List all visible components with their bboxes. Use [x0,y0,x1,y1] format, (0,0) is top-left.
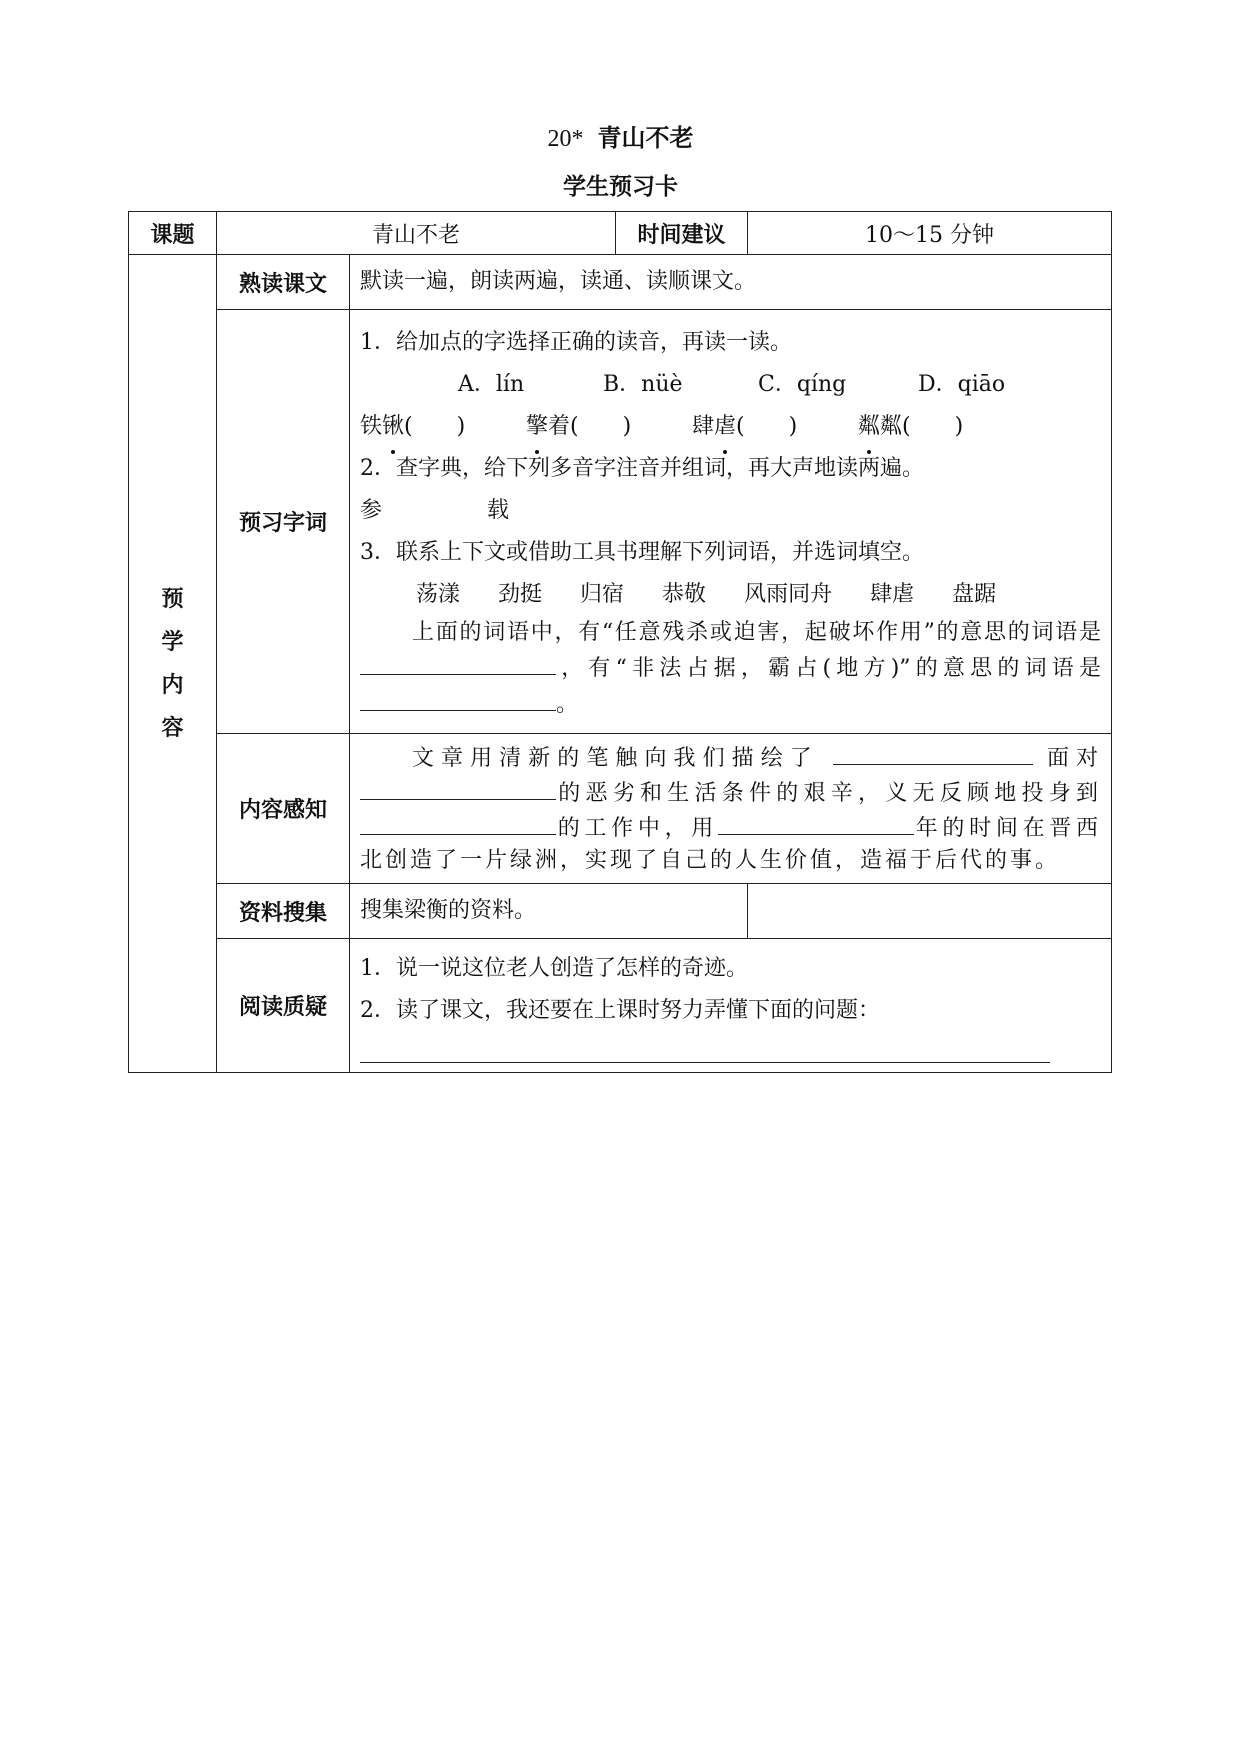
fill-blank[interactable] [360,810,556,835]
option-d: D．qiāo [918,371,1006,397]
vocab-q3: 3．联系上下文或借助工具书理解下列词语，并选词填空。 [360,539,924,565]
fill-blank[interactable] [833,740,1033,765]
fill-blank[interactable] [718,810,914,835]
material-empty-cell [748,884,1112,939]
topic-label: 课题 [129,212,217,255]
word-item [858,406,963,448]
time-value: 10～15 分钟 [748,212,1112,255]
material-label: 资料搜集 [217,884,350,939]
material-text: 搜集梁衡的资料。 [350,884,748,939]
topic-row [129,212,1112,255]
word-list-item: 荡漾 [416,581,461,607]
question-q1: 1．说一说这位老人创造了怎样的奇迹。 [360,956,748,981]
content-t4: 的工作中，用 [556,816,718,841]
question-label: 阅读质疑 [217,939,350,1073]
poly-char: 参 [360,497,383,523]
word-list-item: 归宿 [580,581,625,607]
read-text: 默读一遍，朗读两遍，读通、读顺课文。 [350,255,1112,310]
question-row [129,939,1112,1073]
word-post: ( ) [736,413,798,439]
material-row [129,884,1112,939]
word-item [526,406,692,448]
card-title: 学生预习卡 [563,174,678,200]
lesson-heading [0,118,1241,153]
word-list-item: 劲挺 [498,581,543,607]
option-c: C．qíng [758,371,847,397]
dotted-char: 虐 [714,406,736,448]
vocab-q2: 2．查字典，给下列多音字注音并组词，再大声地读两遍。 [360,455,924,481]
option-a: A．lín [458,371,525,397]
content-row [129,734,1112,884]
word-list-item: 恭敬 [662,581,707,607]
content-paragraph [360,740,1101,877]
fill-text-a: 上面的词语中，有“任意残杀或迫害，起破坏作用”的意思的词语是 [412,619,1102,645]
lesson-number: 20* [547,126,584,152]
vocab-content [350,310,1112,734]
fill-text-b: ，有“非法占据，霸占(地方)”的意思的词语是 [556,655,1102,681]
content-label: 内容感知 [217,734,350,884]
dotted-char: 粼 [858,406,880,448]
fill-paragraph [360,616,1101,722]
content-t2: 面对 [1046,746,1101,771]
poly-char: 载 [487,497,510,523]
lesson-title: 青山不老 [597,124,694,152]
topic-value: 青山不老 [217,212,616,255]
word-post: ( ) [404,413,466,439]
word-item [692,406,858,448]
read-row [129,255,1112,310]
side-char: 内 [161,672,184,698]
word-list-item: 盘踞 [952,581,997,607]
vocab-q1: 1．给加点的字选择正确的读音，再读一读。 [360,329,792,355]
read-label: 熟读课文 [217,255,350,310]
word-pre: 肆 [692,413,715,439]
word-pre: 铁 [360,413,383,439]
word-list-item: 风雨同舟 [744,581,833,607]
pinyin-options [360,364,1101,406]
word-post: 着( ) [548,413,632,439]
time-label: 时间建议 [616,212,748,255]
fill-blank[interactable] [360,650,556,675]
side-label [129,255,217,1073]
word-list-item: 肆虐 [870,581,915,607]
fill-blank[interactable] [360,686,556,711]
vocab-label: 预习字词 [217,310,350,734]
dotted-char: 锹 [382,406,404,448]
answer-line[interactable] [360,1042,1050,1063]
question-q2: 2．读了课文，我还要在上课时努力弄懂下面的问题： [360,998,880,1023]
polyphonic-chars [360,490,1101,532]
content-t3: 的恶劣和生活条件的艰辛，义无反顾地投身到 [556,781,1102,806]
question-cell [350,939,1112,1073]
content-t5: 年的时间在晋西北创造了一片绿洲，实现了自己的人生价值，造福于后代的事。 [360,816,1101,873]
word-post: 粼( ) [880,413,964,439]
side-char: 预 [161,586,184,612]
word-item [360,406,526,448]
side-char: 学 [161,629,184,655]
content-cell [350,734,1112,884]
fill-blank[interactable] [360,775,556,800]
option-b: B．nüè [603,371,683,397]
fill-text-c: 。 [556,691,579,717]
preview-card-table [128,211,1112,1073]
word-list [360,574,1101,616]
vocab-row [129,310,1112,734]
dotted-words [360,406,1101,448]
side-char: 容 [161,715,184,741]
content-t1: 文章用清新的笔触向我们描绘了 [412,746,819,771]
dotted-char: 擎 [526,406,548,448]
